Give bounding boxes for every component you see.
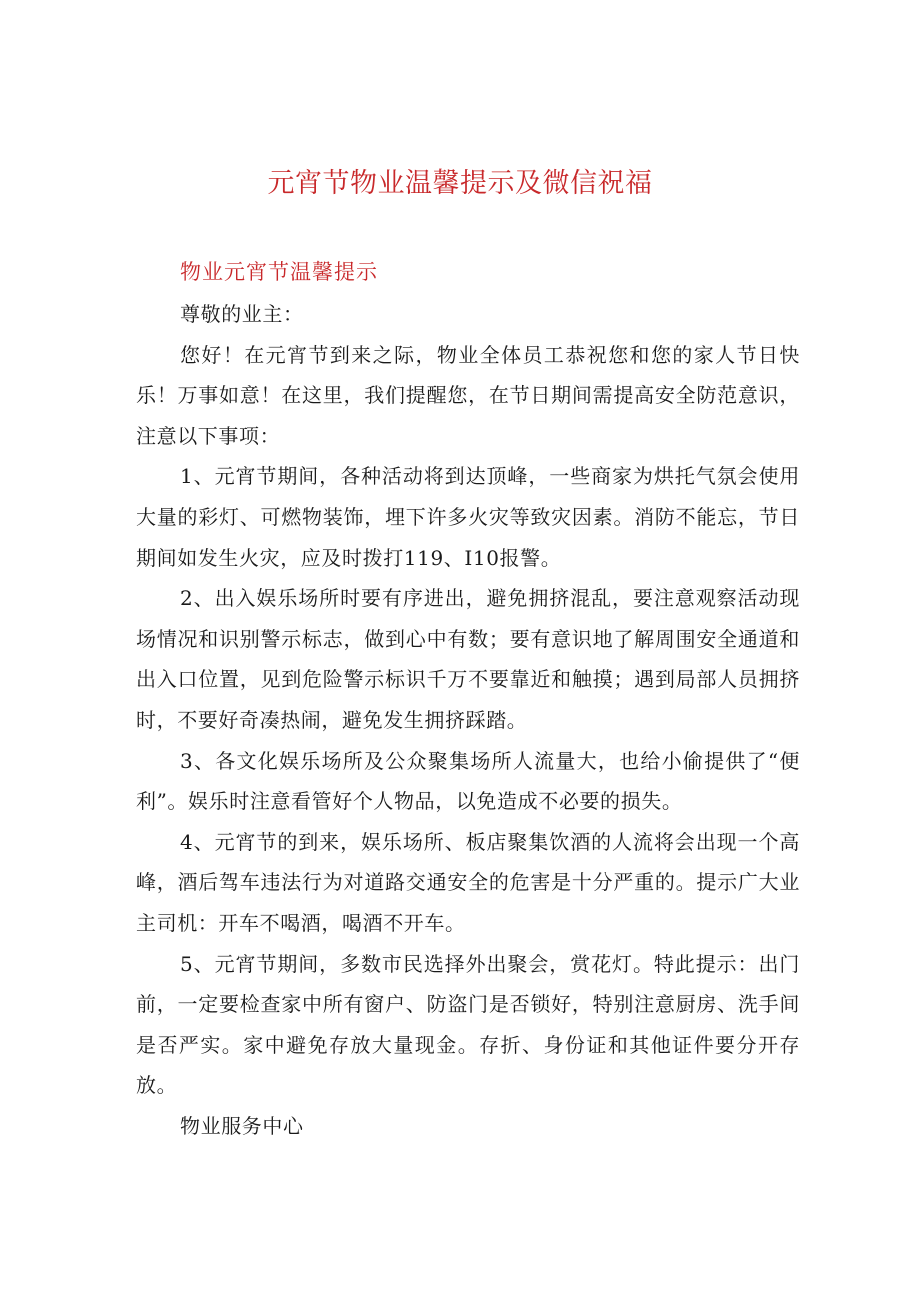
section-heading: 物业元宵节温馨提示 <box>180 260 378 284</box>
document-body <box>136 294 800 1146</box>
document-title: 元宵节物业温馨提示及微信祝福 <box>267 168 653 199</box>
signature: 物业服务中心 <box>180 1113 304 1138</box>
paragraph-item-1: 1、元宵节期间，各种活动将到达顶峰，一些商家为烘托气氛会使用大量的彩灯、可燃物装饰，埋下许多火灾等致灾因素。消防不能忘，节日期间如发生火灾，应及时拨打119、I10报警。 <box>136 464 800 570</box>
paragraph-intro: 您好！在元宵节到来之际，物业全体员工恭祝您和您的家人节日快乐！万事如意！在这里，我们提醒您，在节日期间需提高安全防范意识，注意以下事项： <box>136 342 800 448</box>
paragraph-item-4: 4、元宵节的到来，娱乐场所、板店聚集饮酒的人流将会出现一个高峰，酒后驾车违法行为对道路交通安全的危害是十分严重的。提示广大业主司机：开车不喝酒，喝酒不开车。 <box>136 829 800 935</box>
salutation: 尊敬的业主： <box>180 302 304 326</box>
paragraph-item-3: 3、各文化娱乐场所及公众聚集场所人流量大，也给小偷提供了“便利”。娱乐时注意看管好个人物品，以免造成不必要的损失。 <box>136 748 800 814</box>
paragraph-item-2: 2、出入娱乐场所时要有序进出，避免拥挤混乱，要注意观察活动现场情况和识别警示标志，做到心中有数；要有意识地了解周围安全通道和出入口位置，见到危险警示标识千万不要靠近和触摸；遇到局部人员拥挤时，不要好奇凑热闹，避免发生拥挤踩踏。 <box>136 586 800 732</box>
paragraph-item-5: 5、元宵节期间，多数市民选择外出聚会，赏花灯。特此提示：出门前，一定要检查家中所有窗户、防盗门是否锁好，特别注意厨房、洗手间是否严实。家中避免存放大量现金。存折、身份证和其他证件要分开存放。 <box>136 951 800 1098</box>
